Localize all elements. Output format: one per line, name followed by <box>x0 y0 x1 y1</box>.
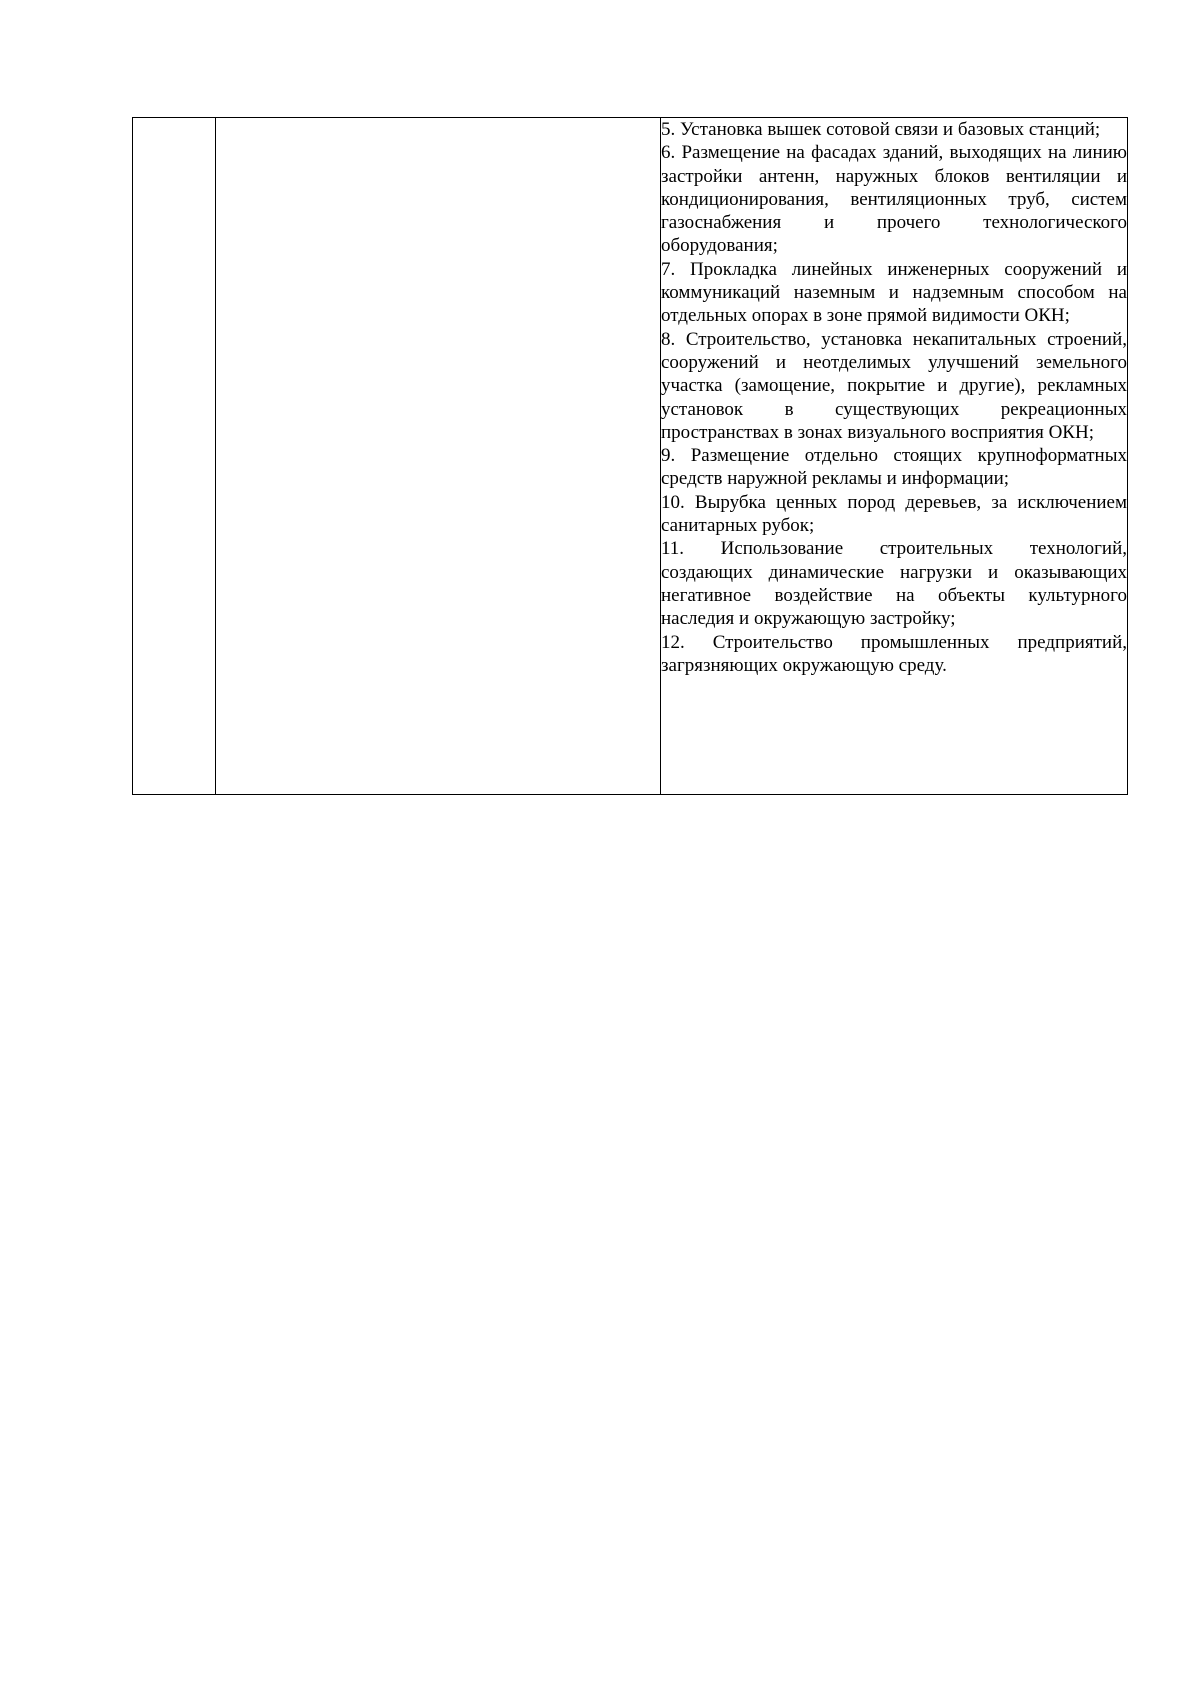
restriction-item-6: 6. Размещение на фасадах зданий, выходящих на линию застройки антенн, наружных блоков вентиляции и кондиционирования, вентиляционных труб, систем газоснабжения и прочего технологического оборудования; <box>661 142 1127 257</box>
restriction-item-11: 11. Использование строительных технологий, создающих динамические нагрузки и оказывающих негативное воздействие на объекты культурного наследия и окружающую застройку; <box>661 538 1127 630</box>
row-number-cell <box>133 118 216 795</box>
restriction-item-7: 7. Прокладка линейных инженерных сооружений и коммуникаций наземным и надземным способом на отдельных опорах в зоне прямой видимости ОКН; <box>661 258 1127 327</box>
restriction-item-8: 8. Строительство, установка некапитальных строений, сооружений и неотделимых улучшений земельного участка (замощение, покрытие и другие), рекламных установок в существующих рекреационных пространствах в зонах визуального восприятия ОКН; <box>661 328 1127 443</box>
table-row <box>133 118 1128 795</box>
restrictions-cell <box>661 118 1128 795</box>
restriction-item-9: 9. Размещение отдельно стоящих крупноформатных средств наружной рекламы и информации; <box>661 445 1127 490</box>
restriction-item-12: 12. Строительство промышленных предприятий, загрязняющих окружающую среду. <box>661 631 1127 676</box>
restriction-item-10: 10. Вырубка ценных пород деревьев, за исключением санитарных рубок; <box>661 491 1127 537</box>
row-name-cell <box>216 118 661 795</box>
restriction-item-5: 5. Установка вышек сотовой связи и базовых станций; <box>661 119 1101 140</box>
restrictions-table <box>132 117 1128 795</box>
